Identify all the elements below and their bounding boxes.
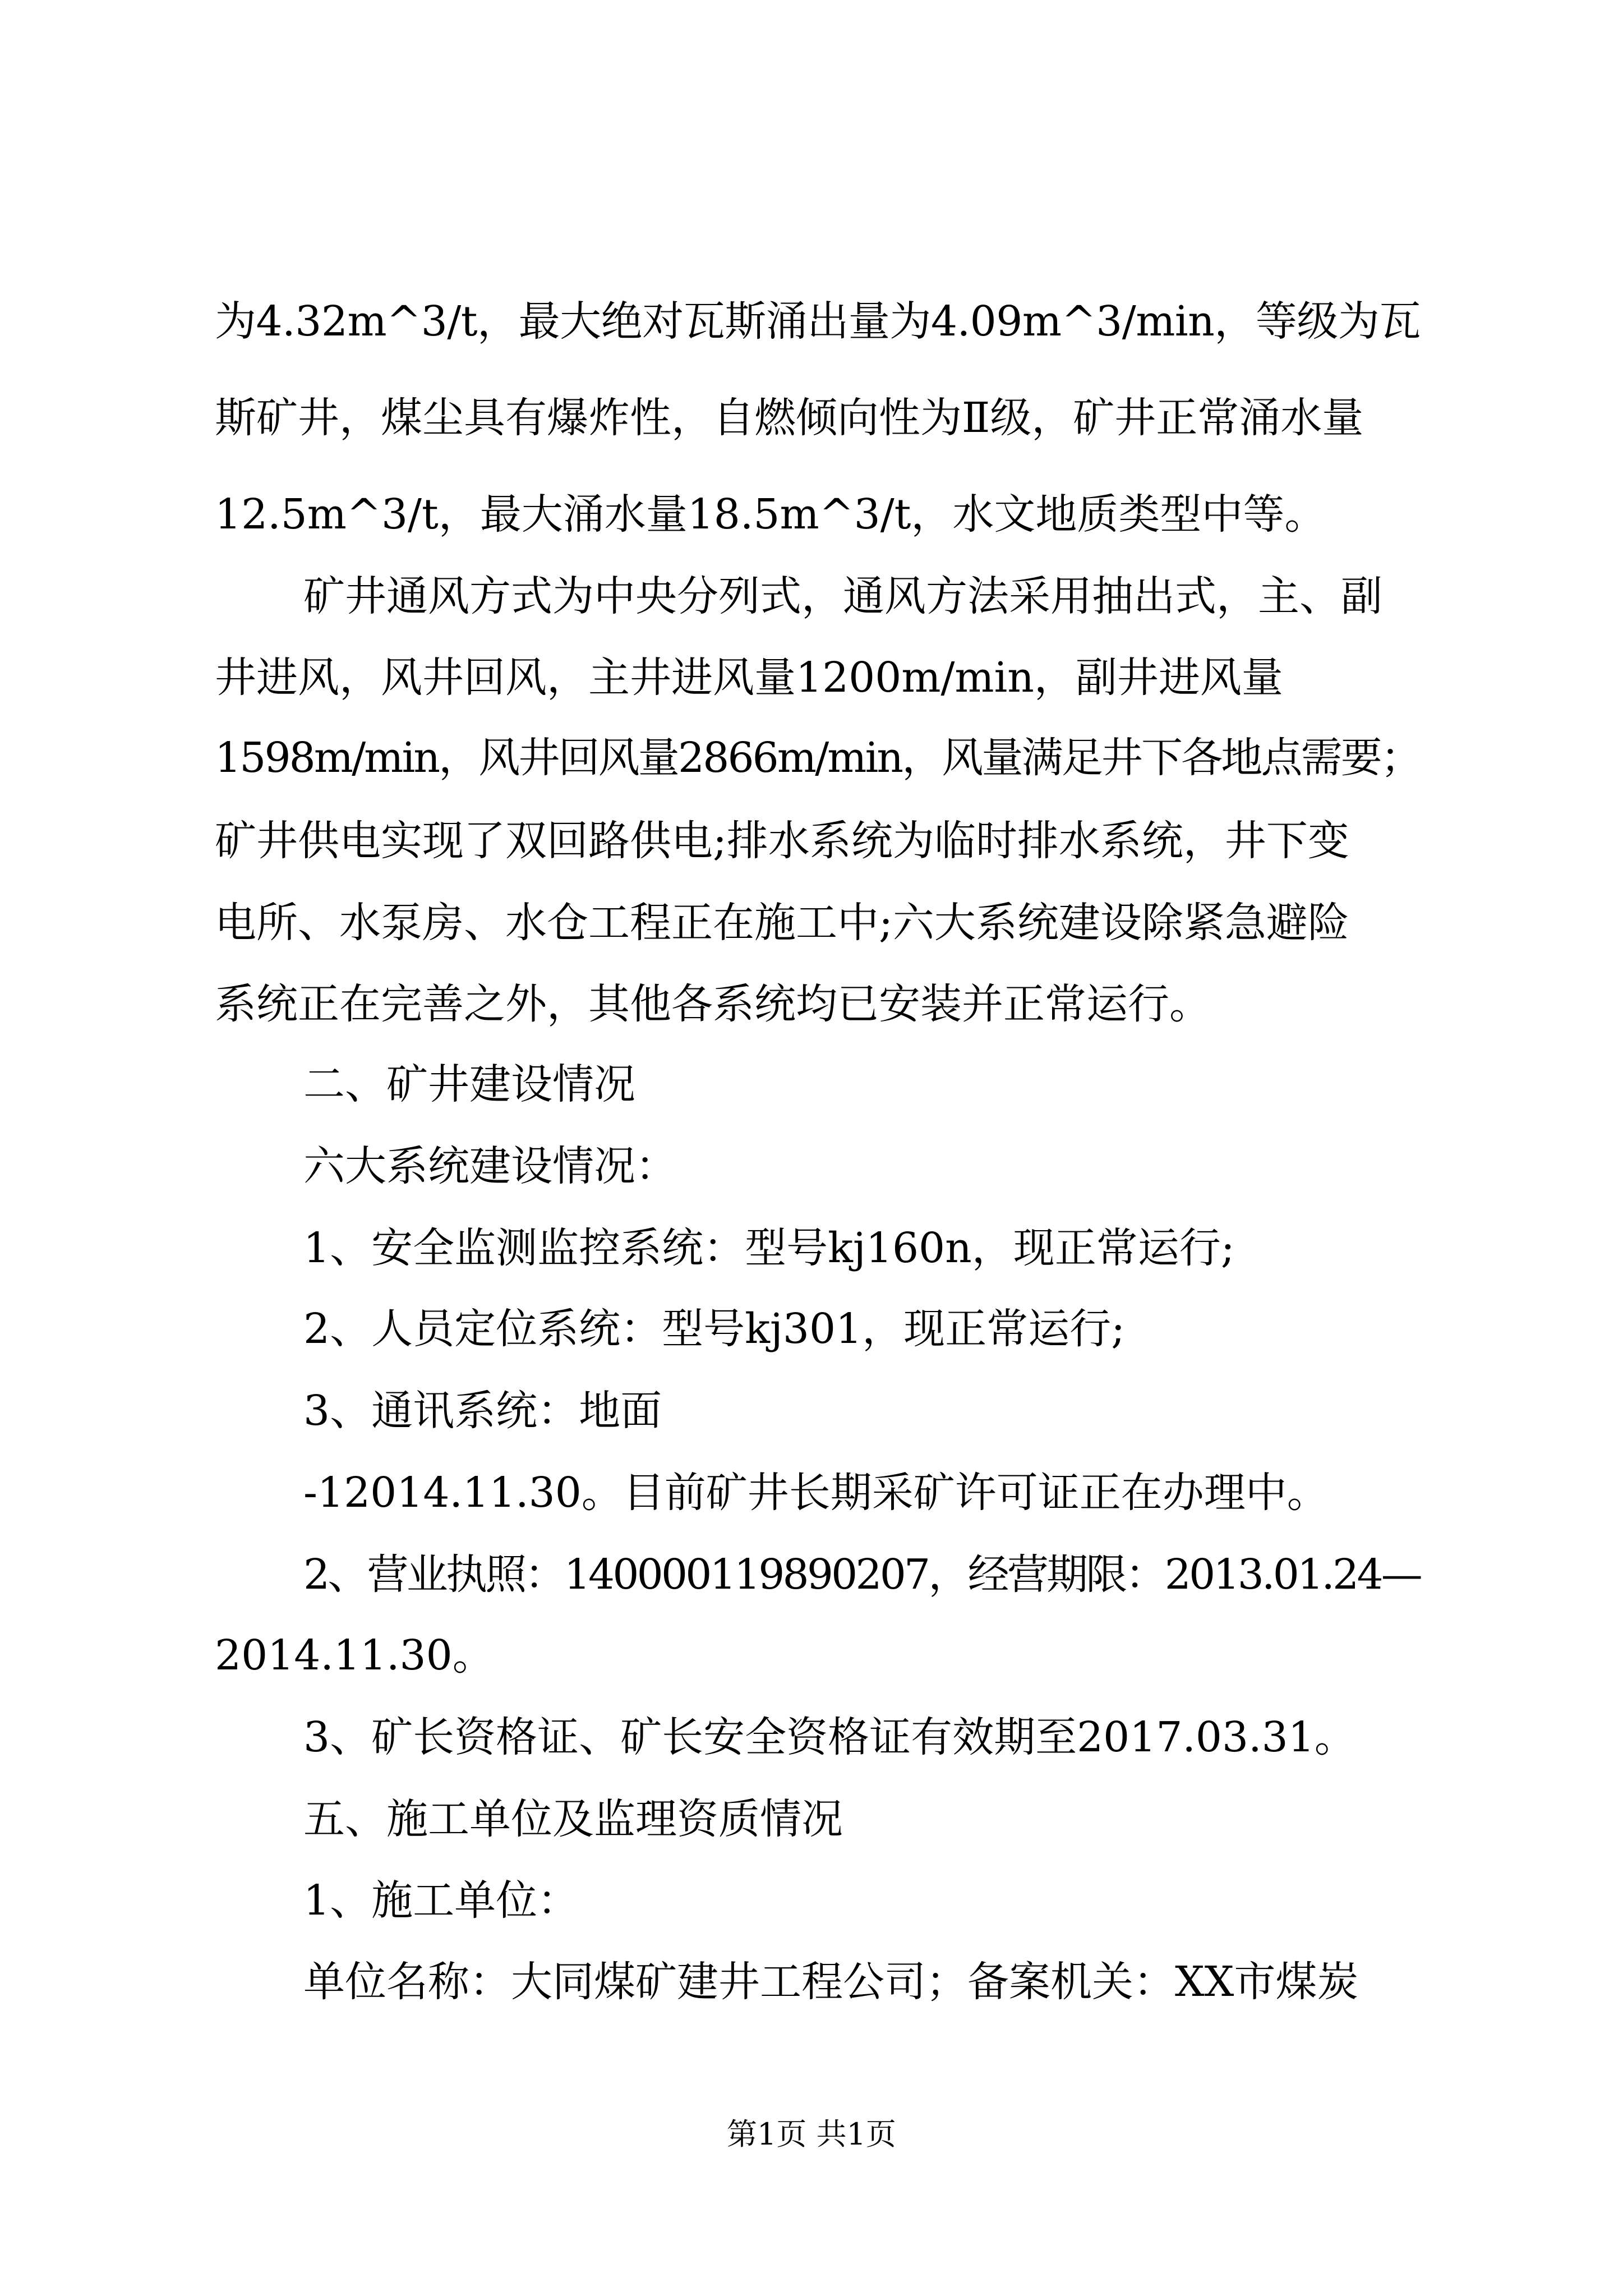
- body-text-line: 2014.11.30。: [215, 1631, 494, 1680]
- body-text-line: 系统正在完善之外，其他各系统均已安装并正常运行。: [215, 980, 1211, 1028]
- body-text-line: 电所、水泵房、水仓工程正在施工中;六大系统建设除紧急避险: [215, 899, 1349, 947]
- body-text-line: 1598m/min，风井回风量2866m/min，风量满足井下各地点需要；: [215, 734, 1421, 782]
- section-heading: 二、矿井建设情况: [303, 1060, 635, 1108]
- section-heading: 五、施工单位及监理资质情况: [303, 1795, 843, 1843]
- list-item: 2、人员定位系统：型号kj301，现正常运行;: [303, 1305, 1126, 1353]
- body-text-line: 矿井通风方式为中央分列式，通风方法采用抽出式，主、副: [303, 572, 1382, 620]
- body-text-line: 单位名称：大同煤矿建井工程公司；备案机关：XX市煤炭: [303, 1958, 1359, 2006]
- body-text-line: 斯矿井，煤尘具有爆炸性，自燃倾向性为Ⅱ级，矿井正常涌水量: [215, 394, 1364, 442]
- list-item: 3、通讯系统：地面: [303, 1387, 662, 1435]
- list-item: 3、矿长资格证、矿长安全资格证有效期至2017.03.31。: [303, 1713, 1356, 1761]
- body-text-line: 六大系统建设情况：: [303, 1142, 677, 1190]
- body-text-line: 为4.32m^3/t，最大绝对瓦斯涌出量为4.09m^3/min，等级为瓦: [215, 297, 1421, 346]
- body-text-line: -12014.11.30。目前矿井长期采矿许可证正在办理中。: [303, 1469, 1329, 1517]
- body-text-line: 井进风，风井回风，主井进风量1200m/min，副井进风量: [215, 654, 1283, 702]
- body-text-line: 矿井供电实现了双回路供电;排水系统为临时排水系统，井下变: [215, 817, 1349, 865]
- list-item: 1、安全监测监控系统：型号kj160n，现正常运行;: [303, 1224, 1235, 1272]
- body-text-line: 12.5m^3/t，最大涌水量18.5m^3/t，水文地质类型中等。: [215, 490, 1326, 539]
- list-item: 1、施工单位：: [303, 1876, 579, 1925]
- page-footer: 第1页 共1页: [727, 2116, 896, 2152]
- list-item: 2、营业执照：140000119890207，经营期限：2013.01.24—: [303, 1550, 1421, 1599]
